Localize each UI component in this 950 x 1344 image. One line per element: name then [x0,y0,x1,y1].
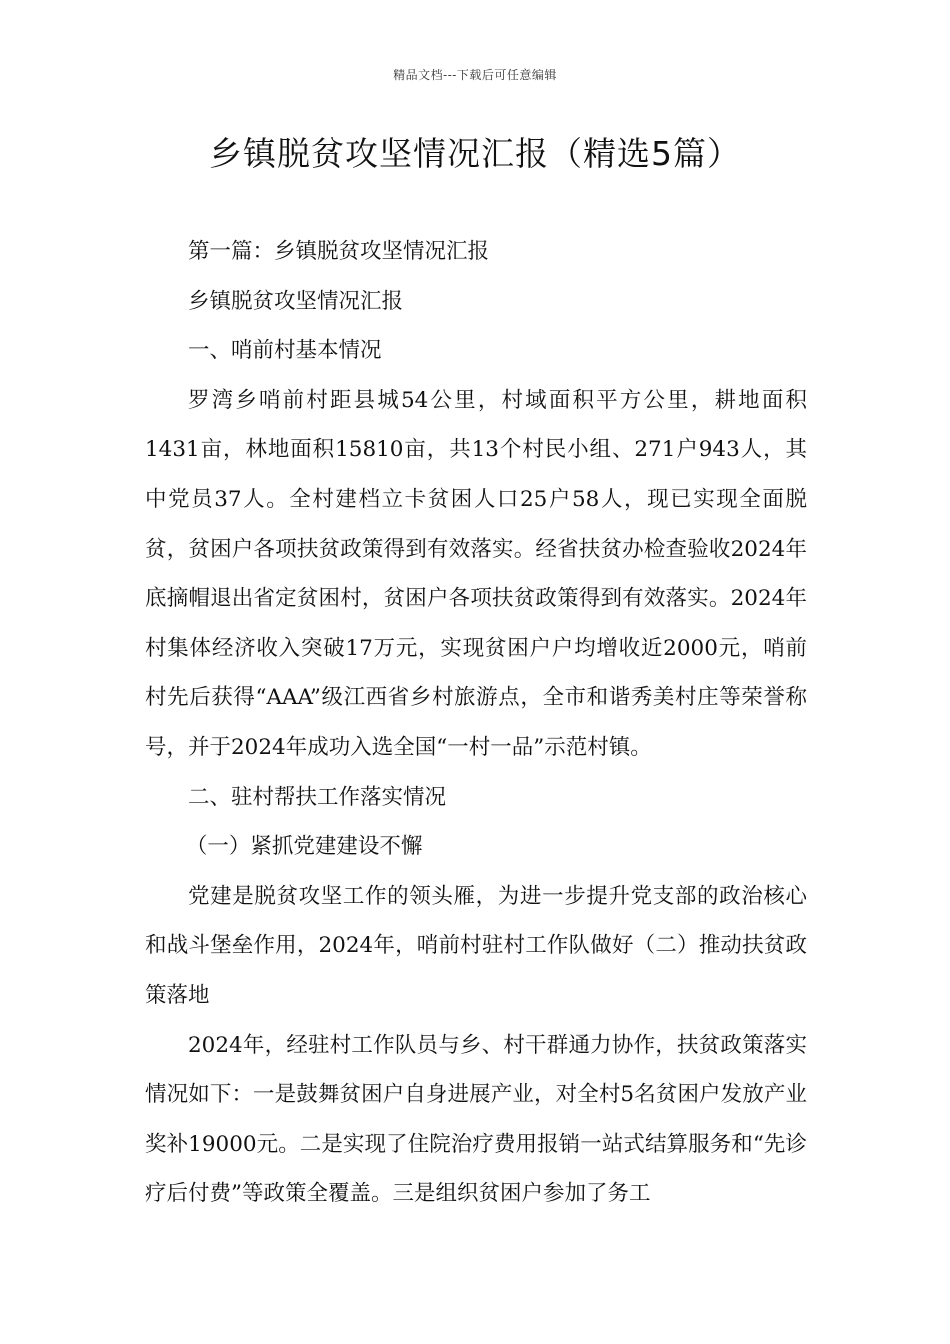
section-subtitle: 乡镇脱贫攻坚情况汇报 [188,288,404,314]
subheading-party-building: （一）紧抓党建建设不懈 [185,834,423,860]
paragraph-policy: 2024年，经驻村工作队员与乡、村干群通力协作，扶贫政策落实情况如下：一是鼓舞贫困户自身进展产业，对全村5名贫困户发放产业奖补19000元。二是实现了住院治疗费用报销一站式结算服务和“先诊疗后付费”等政策全覆盖。三是组织贫困户参加了务工 [145,1032,807,1207]
paragraph-party-building: 党建是脱贫攻坚工作的领头雁，为进一步提升党支部的政治核心和战斗堡垒作用，2024年，哨前村驻村工作队做好（二）推动扶贫政策落地 [145,883,807,1008]
header-note: 精品文档---下载后可任意编辑 [393,68,557,82]
document-title: 乡镇脱贫攻坚情况汇报（精选5篇） [209,134,741,173]
section-heading: 第一篇：乡镇脱贫攻坚情况汇报 [188,239,490,264]
document-body [145,227,807,1219]
paragraph-basic-info: 罗湾乡哨前村距县城54公里，村域面积平方公里，耕地面积1431亩，林地面积15810亩，共13个村民小组、271户943人，其中党员37人。全村建档立卡贫困人口25户58人，现已实现全面脱贫，贫困户各项扶贫政策得到有效落实。经省扶贫办检查验收2024年底摘帽退出省定贫困村，贫困户各项扶贫政策得到有效落实。2024年村集体经济收入突破17万元，实现贫困户户均增收近2000元，哨前村先后获得“AAA”级江西省乡村旅游点，全市和谐秀美村庄等荣誉称号，并于2024年成功入选全国“一村一品”示范村镇。 [145,387,807,760]
heading-basic-info: 一、哨前村基本情况 [188,338,382,364]
heading-work-status: 二、驻村帮扶工作落实情况 [188,784,447,810]
